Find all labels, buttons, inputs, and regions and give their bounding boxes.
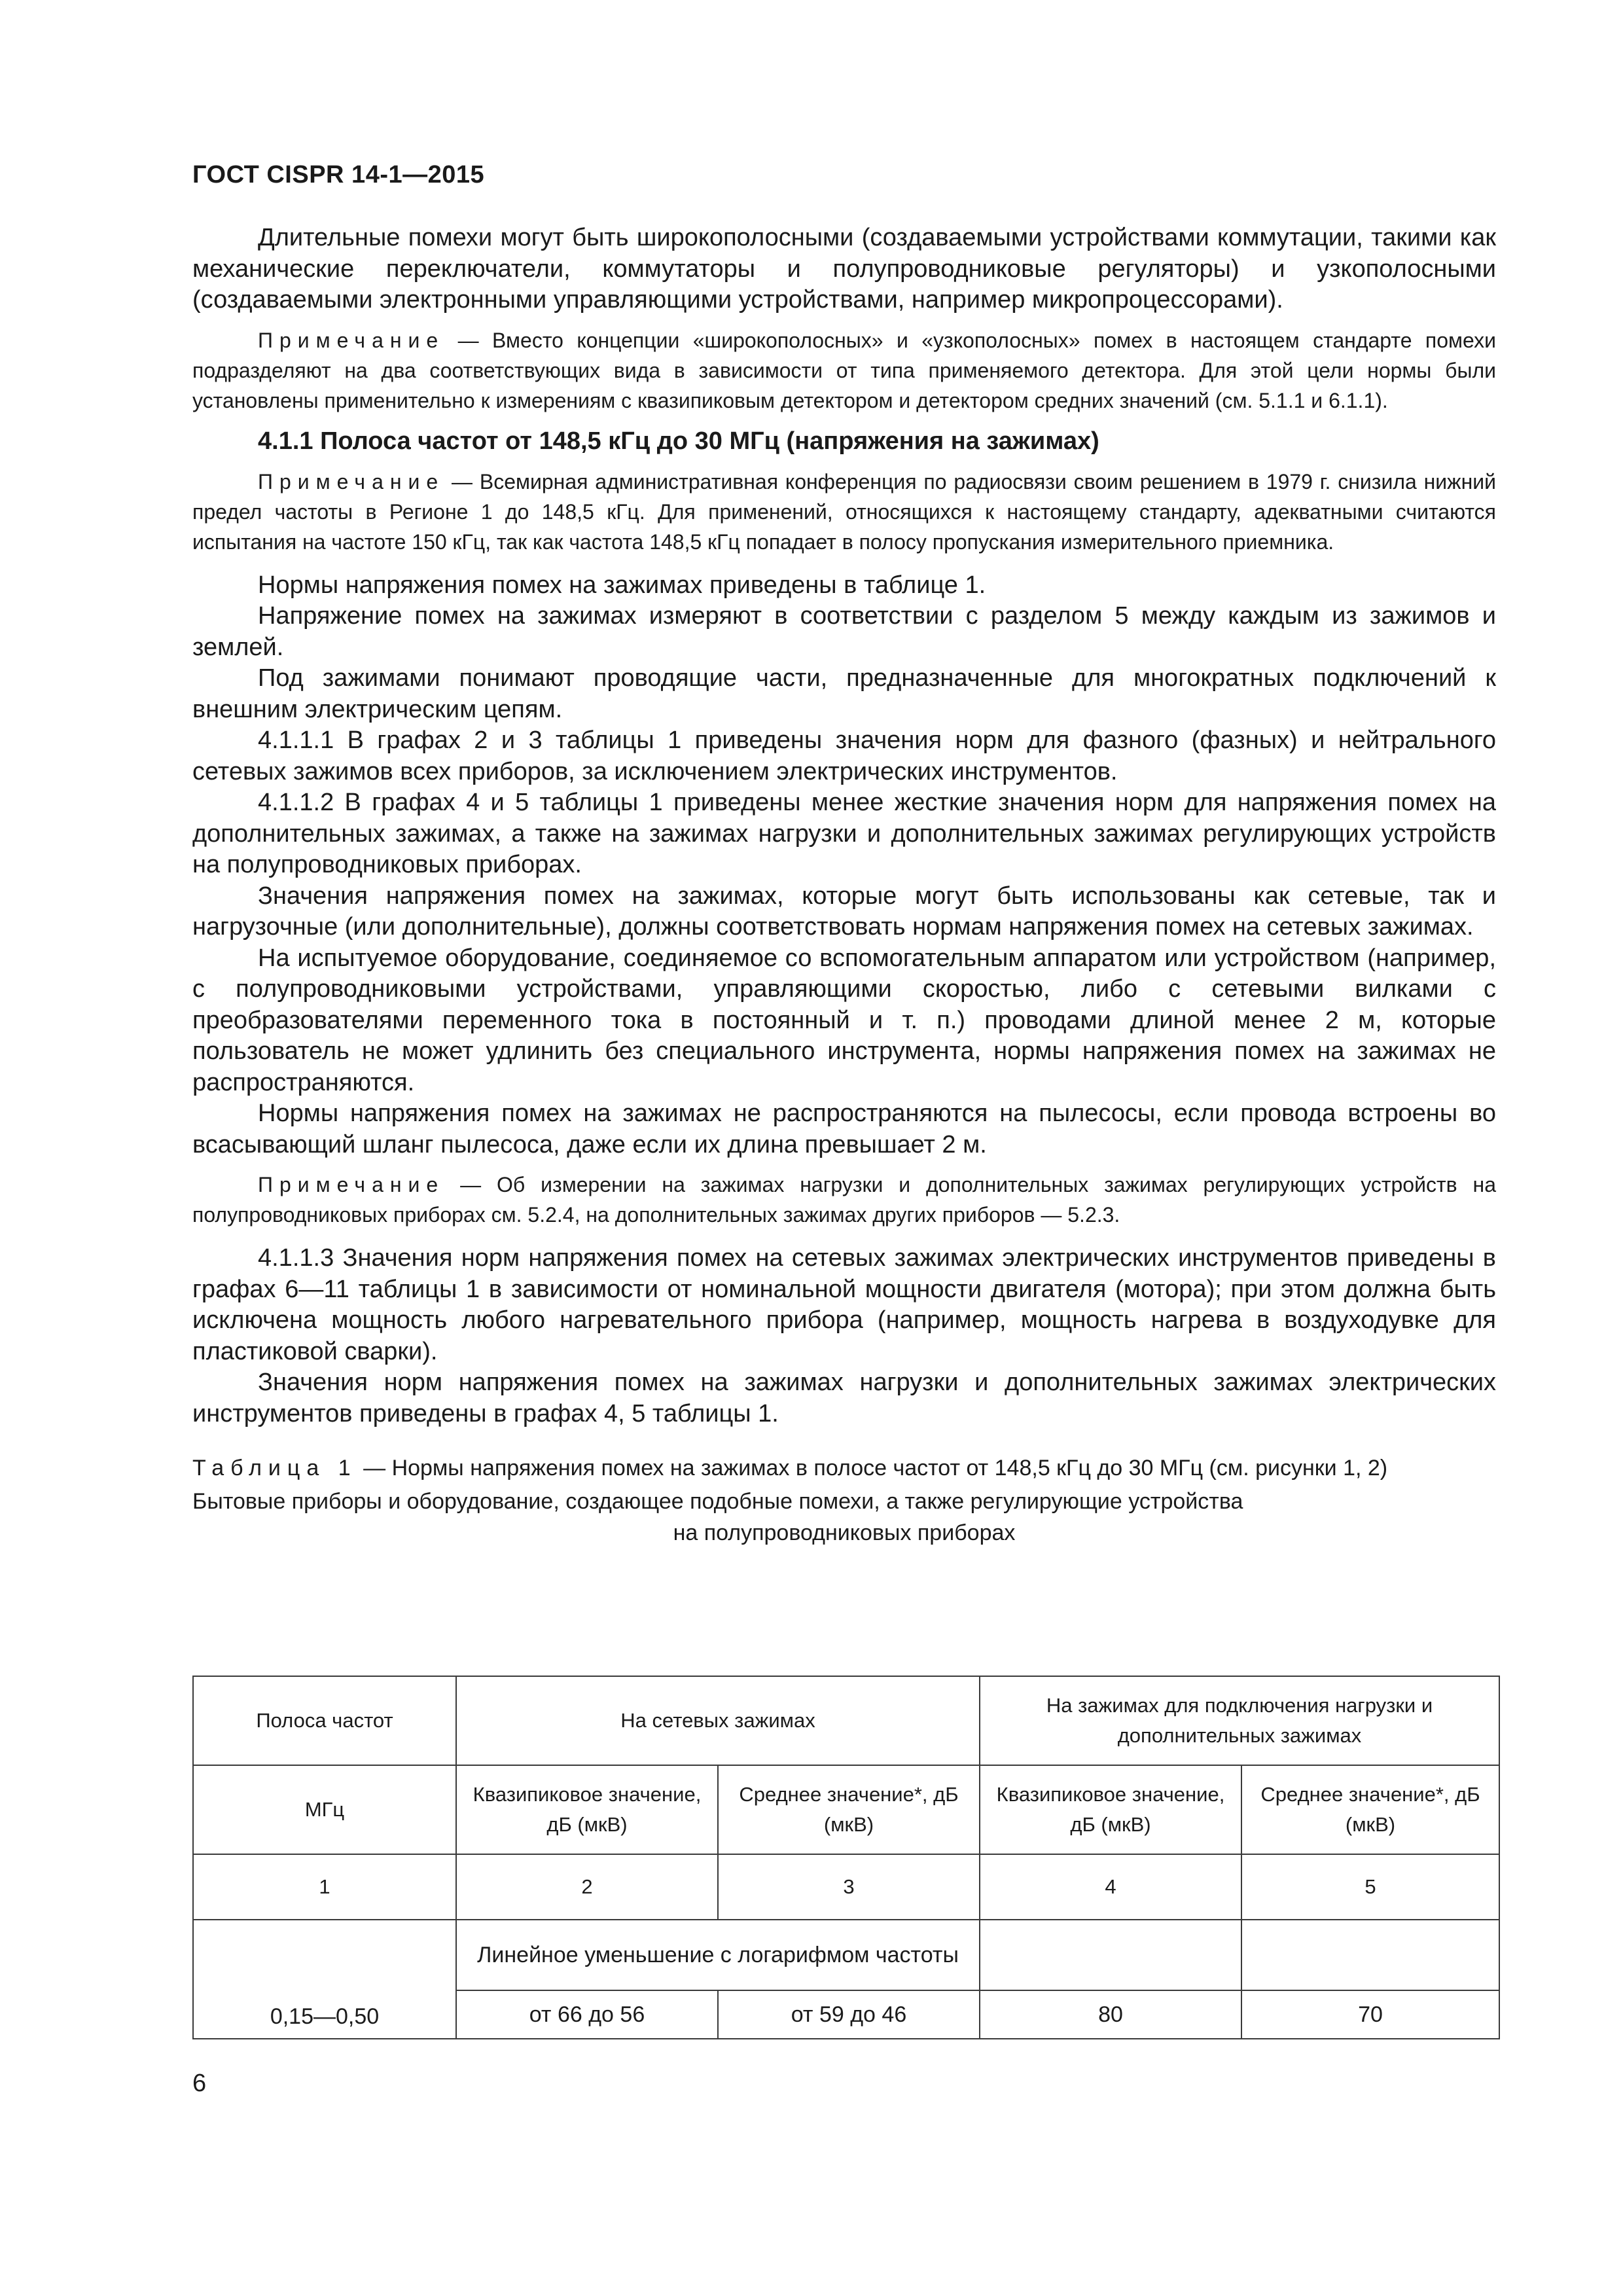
note-label: Примечание xyxy=(258,1173,445,1196)
note-3-text: — Об измерении на зажимах нагрузки и дополнительных зажимах регулирующих устройств на полупроводниковых приборах см. 5.2.4, на дополнительных зажимах других приборов — 5.2.3. xyxy=(192,1173,1496,1227)
paragraph-table-ref: Нормы напряжения помех на зажимах приведены в таблице 1. xyxy=(258,571,986,599)
column-number: 5 xyxy=(1241,1854,1499,1920)
table-header-row xyxy=(193,1676,1499,1765)
note-2 xyxy=(192,467,1496,557)
paragraph-terminals-def: Под зажимами понимают проводящие части, предназначенные для многократных подключений к внешним электрическим цепям. xyxy=(192,664,1496,723)
header-frequency-band: Полоса частот xyxy=(193,1676,456,1765)
standard-id-header: ГОСТ CISPR 14-1—2015 xyxy=(192,161,485,188)
subheader-avg-load: Среднее значение*, дБ (мкВ) xyxy=(1241,1765,1499,1854)
table-caption-line-2: на полупроводниковых приборах xyxy=(673,1520,1016,1545)
subheader-avg-mains: Среднее значение*, дБ (мкВ) xyxy=(718,1765,980,1854)
note-label: Примечание xyxy=(258,328,445,352)
table-linear-note-row xyxy=(193,1920,1499,1990)
note-1-text: — Вместо концепции «широкополосных» и «узкополосных» помех в настоящем стандарте помехи подразделяют на два соответствующих вида в зависимости от типа применяемого детектора. Для этой цели нормы были установлены применительно к измерениям с квазипиковым детектором и детектором средних значений (см. 5.1.1 и 6.1.1). xyxy=(192,328,1496,412)
table-caption-line-1: Бытовые приборы и оборудование, создающее подобные помехи, а также регулирующие устройства xyxy=(192,1489,1243,1514)
cell-empty xyxy=(980,1920,1241,1990)
cell-qp-mains: от 66 до 56 xyxy=(456,1990,718,2039)
table-title xyxy=(192,1453,1496,1483)
section-heading-4-1-1: 4.1.1 Полоса частот от 148,5 кГц до 30 МГц (напряжения на зажимах) xyxy=(258,427,1099,455)
subheader-unit: МГц xyxy=(193,1765,456,1854)
page-number: 6 xyxy=(192,2070,207,2097)
note-1 xyxy=(192,325,1496,416)
table-subheader-row xyxy=(193,1765,1499,1854)
cell-empty xyxy=(1241,1920,1499,1990)
header-mains-terminals: На сетевых зажимах xyxy=(456,1676,980,1765)
table-column-numbers-row xyxy=(193,1854,1499,1920)
subheader-qp-mains: Квазипиковое значение, дБ (мкВ) xyxy=(456,1765,718,1854)
column-number: 1 xyxy=(193,1854,456,1920)
paragraph-4-1-1-2: 4.1.1.2 В графах 4 и 5 таблицы 1 приведены менее жесткие значения норм для напряжения помех на дополнительных зажимах, а также на зажимах нагрузки и дополнительных зажимах регулирующих устройств на полупроводниковых приборах. xyxy=(192,789,1496,878)
paragraph-auxiliary-equipment: На испытуемое оборудование, соединяемое со вспомогательным аппаратом или устройством (например, с полупроводниковыми устройствами, управляющими скоростью, либо с сетевыми вилками с преобразователями переменного тока в постоянный и т. п.) проводами длиной менее 2 м, которые пользователь не может удлинить без специального инструмента, нормы напряжения помех на зажимах не распространяются. xyxy=(192,944,1496,1096)
cell-band-value: 0,15—0,50 xyxy=(193,1920,456,2039)
note-3 xyxy=(192,1170,1496,1230)
cell-qp-load: 80 xyxy=(980,1990,1241,2039)
paragraph-dual-terminals: Значения напряжения помех на зажимах, которые могут быть использованы как сетевые, так и нагрузочные (или дополнительные), должны соответствовать нормам напряжения помех на сетевых зажимах. xyxy=(192,882,1496,941)
table-label: Таблица 1 xyxy=(192,1456,357,1480)
paragraph-tools-load-terminals: Значения норм напряжения помех на зажимах нагрузки и дополнительных зажимах электрических инструментов приведены в графах 4, 5 таблицы 1. xyxy=(192,1369,1496,1427)
cell-avg-mains: от 59 до 46 xyxy=(718,1990,980,2039)
paragraph-4-1-1-1: 4.1.1.1 В графах 2 и 3 таблицы 1 приведены значения норм для фазного (фазных) и нейтрального сетевых зажимов всех приборов, за исключением электрических инструментов. xyxy=(192,726,1496,785)
note-2-text: — Всемирная административная конференция по радиосвязи своим решением в 1979 г. снизила нижний предел частоты в Регионе 1 до 148,5 кГц. Для применений, относящихся к настоящему стандарту, адекватными считаются испытания на частоте 150 кГц, так как частота 148,5 кГц попадает в полосу пропускания измерительного приемника. xyxy=(192,469,1496,554)
header-load-terminals: На зажимах для подключения нагрузки и дополнительных зажимах xyxy=(980,1676,1499,1765)
paragraph-4-1-1-3: 4.1.1.3 Значения норм напряжения помех на сетевых зажимах электрических инструментов приведены в графах 6—11 таблицы 1 в зависимости от номинальной мощности двигателя (мотора); при этом должна быть исключена мощность любого нагревательного прибора (например, мощность нагрева в воздуходувке для пластиковой сварки). xyxy=(192,1244,1496,1365)
paragraph-vacuum-cleaners: Нормы напряжения помех на зажимах не распространяются на пылесосы, если провода встроены во всасывающий шланг пылесоса, даже если их длина превышает 2 м. xyxy=(192,1100,1496,1158)
cell-linear-decrease-note: Линейное уменьшение с логарифмом частоты xyxy=(456,1920,980,1990)
norms-table xyxy=(192,1676,1500,2039)
column-number: 2 xyxy=(456,1854,718,1920)
column-number: 3 xyxy=(718,1854,980,1920)
table-title-text: — Нормы напряжения помех на зажимах в полосе частот от 148,5 кГц до 30 МГц (см. рисунки 1, 2) xyxy=(357,1456,1388,1480)
paragraph-broadband-interference: Длительные помехи могут быть широкополосными (создаваемыми устройствами коммутации, такими как механические переключатели, коммутаторы и полупроводниковые регуляторы) и узкополосными (создаваемыми электронными управляющими устройствами, например микропроцессорами). xyxy=(192,224,1496,314)
note-label: Примечание xyxy=(258,469,445,493)
paragraph-measurement: Напряжение помех на зажимах измеряют в соответствии с разделом 5 между каждым из зажимов и землей. xyxy=(192,602,1496,661)
column-number: 4 xyxy=(980,1854,1241,1920)
subheader-qp-load: Квазипиковое значение, дБ (мкВ) xyxy=(980,1765,1241,1854)
document-body xyxy=(192,223,1496,1549)
cell-avg-load: 70 xyxy=(1241,1990,1499,2039)
